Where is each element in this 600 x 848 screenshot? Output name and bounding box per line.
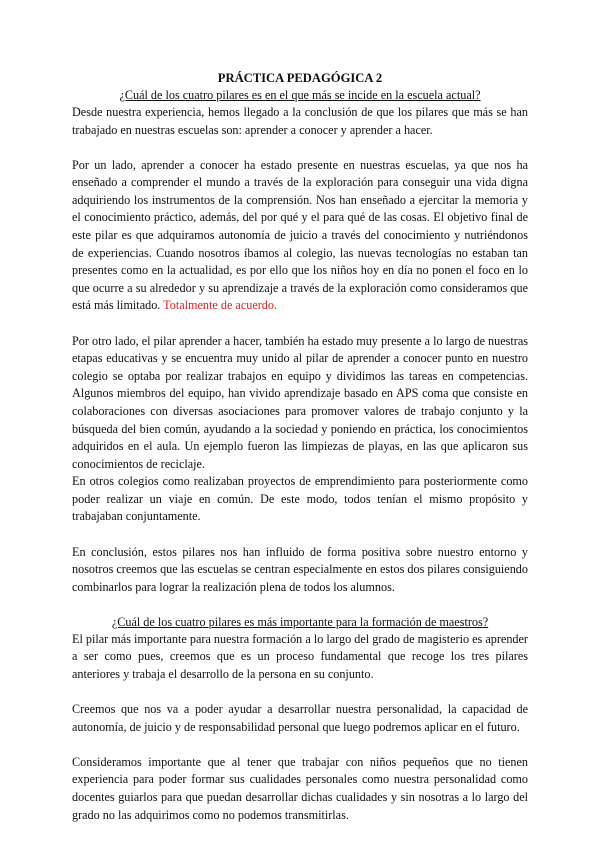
spacer [72,526,528,544]
question-2: ¿Cuál de los cuatro pilares es más importante para la formación de maestros? [111,614,489,629]
spacer [72,736,528,754]
document-title: PRÁCTICA PEDAGÓGICA 2 [217,71,383,85]
paragraph-7: Creemos que nos va a poder ayudar a desarrollar nuestra personalidad, la capacidad de autonomía, de juicio y de responsabilidad personal que luego podremos aplicar en el futuro. [72,702,528,734]
spacer [72,684,528,702]
spacer [72,596,528,614]
paragraph-3: Por otro lado, el pilar aprender a hacer, también ha estado muy presente a lo largo de nuestras etapas educativas y se encuentra muy unido al pilar de aprender a conocer punto en nuestro colegio se optaba por realizar trabajos en equipo y dividimos las tareas en competencias. Algunos miembros del equipo, han vivido aprendizaje basado en APS coma que consiste en colaboraciones con diversas asociaciones para promover valores de trabajo conjunto y la búsqueda del bien común, ayudando a la sociedad y poniendo en práctica, los conocimientos adquiridos en el aula. Un ejemplo fueron las limpiezas de playas, en las que aplicaron sus conocimientos de reciclaje. [72,333,528,471]
question-1: ¿Cuál de los cuatro pilares es en el que más se incide en la escuela actual? [119,88,481,102]
paragraph-1: Desde nuestra experiencia, hemos llegado a la conclusión de que los pilares que más se han trabajado en nuestras escuelas son: aprender a conocer y aprender a hacer. [72,105,528,137]
paragraph-4: En otros colegios como realizaban proyectos de emprendimiento para posteriormente como poder realizar un viaje en común. De este modo, todos tenían el mismo propósito y trabajaban conjuntamente. [72,474,528,524]
paragraph-2-text: Por un lado, aprender a conocer ha estado presente en nuestras escuelas, ya que nos ha enseñado a comprender el mundo a través de la exploración para conseguir una vida digna adquiriendo los instrumentos de la comprensión. Nos han enseñado a ejercitar la memoria y el conocimiento práctico, además, del por qué y el para qué de las cosas. El objetivo final de este pilar es que adquiramos autonomía de juicio a través del conocimiento y nutriéndonos de experiencias. Cuando nosotros íbamos al colegio, las nuevas tecnologías no estaban tan presentes como en la actualidad, es por ello que los niños hoy en día no ponen el foco en lo que ocurre a su alrededor y su aprendizaje a través de la exploración como consideramos que está más limitado. [72,157,528,313]
paragraph-6: El pilar más importante para nuestra formación a lo largo del grado de magisterio es aprender a ser como pues, creemos que es un proceso fundamental que recoge los tres pilares anteriores y trabaja el desarrollo de la persona en su conjunto. [72,631,528,682]
paragraph-8: Consideramos importante que al tener que trabajar con niños pequeños que no tienen experiencia para poder formar sus cualidades personales como nuestra personalidad como docentes guiarlos para que puedan desarrollar dichas cualidades y sin nosotras a lo largo del grado no las adquirimos como no podemos transmitirlas. [72,754,528,822]
teacher-comment: Totalmente de acuerdo. [163,298,278,313]
spacer [72,315,528,333]
paragraph-5: En conclusión, estos pilares nos han influido de forma positiva sobre nuestro entorno y nosotros creemos que las escuelas se centran especialmente en estos dos pilares consiguiendo combinarlos para lograr la realización plena de todos los alumnos. [72,544,528,594]
paragraph-2 [72,157,528,315]
spacer [72,139,528,157]
